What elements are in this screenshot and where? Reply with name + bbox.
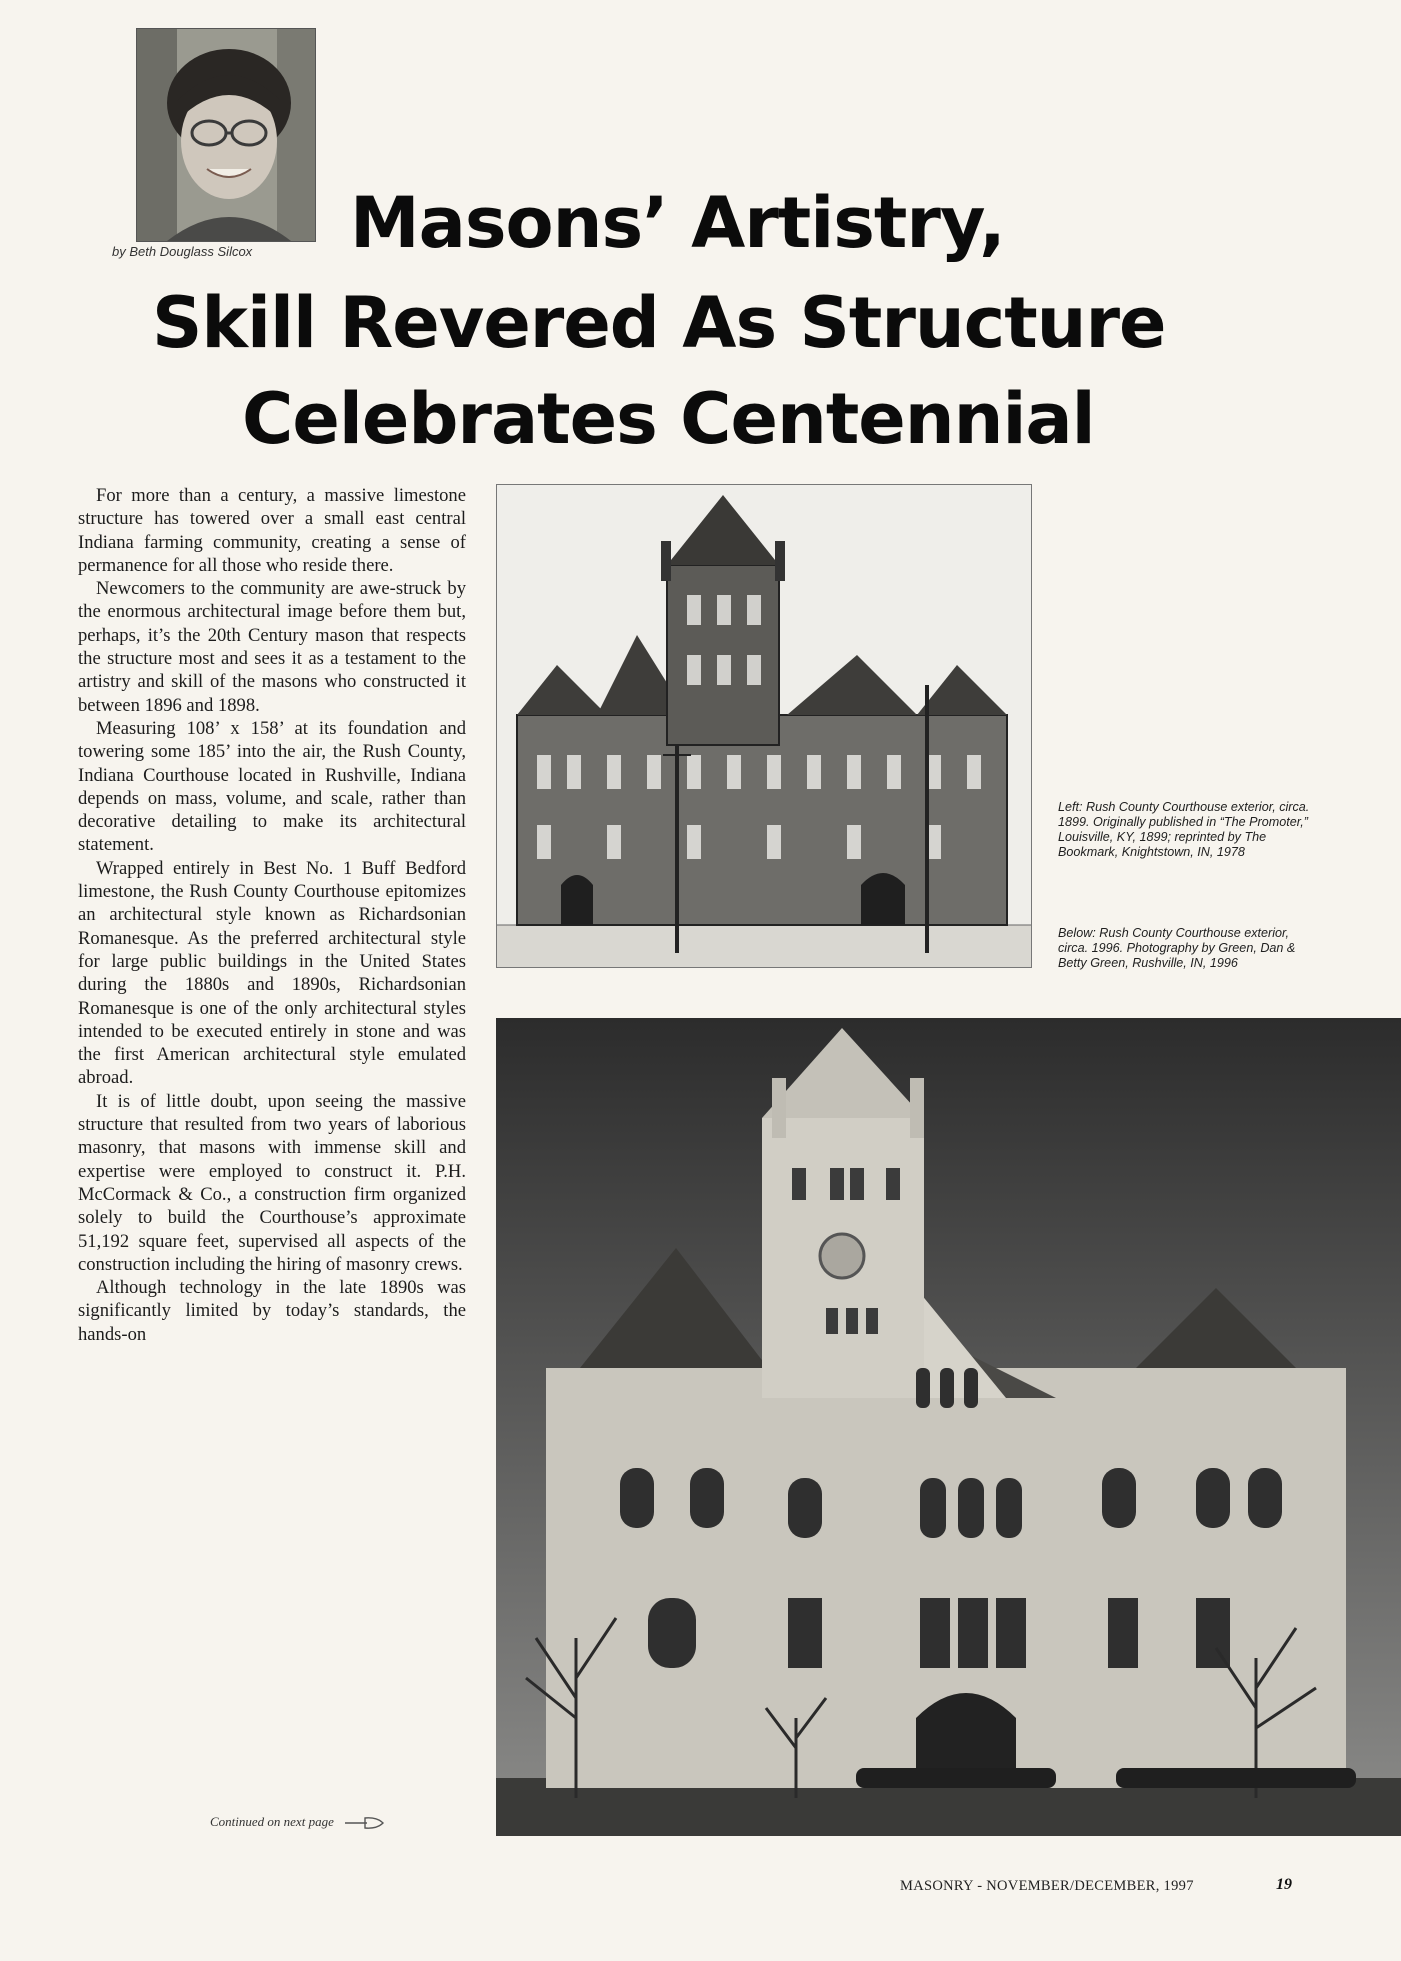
paragraph: It is of little doubt, upon seeing the massive structure that resulted from two years of laborious masonry, that masons with immense skill and expertise were employed to construct it. P.H. McCormack & Co., a construction firm organized solely to build the Courthouse’s approximate 51,192 square feet, supervised all aspects of the construction including the hiring of masonry crews. bbox=[78, 1090, 466, 1275]
headline-line-3: Celebrates Centennial bbox=[242, 378, 1095, 460]
caption-below: Below: Rush County Courthouse exterior, circa. 1996. Photography by Green, Dan & Betty Green, Rushville, IN, 1996 bbox=[1058, 926, 1296, 970]
paragraph: Measuring 108’ x 158’ at its foundation and towering some 185’ into the air, the Rush County, Indiana Courthouse located in Rushville, Indiana depends on mass, volume, and scale, rather than decorative detailing to make its architectural statement. bbox=[78, 717, 466, 856]
paragraph: Wrapped entirely in Best No. 1 Buff Bedford limestone, the Rush County Courthouse epitomizes an architectural style known as Richardsonian Romanesque. As the preferred architectural style for large public buildings in the United States during the 1880s and 1890s, Richardsonian Romanesque is one of the only architectural styles intended to be executed entirely in stone and was the first American architectural style emulated abroad. bbox=[78, 857, 466, 1089]
headline-line-2: Skill Revered As Structure bbox=[152, 282, 1166, 364]
continued-note bbox=[210, 1814, 387, 1831]
headline-line-1: Masons’ Artistry, bbox=[350, 182, 1005, 264]
author-photo bbox=[136, 28, 316, 242]
paragraph: Although technology in the late 1890s was significantly limited by today’s standards, the hands-on bbox=[78, 1277, 466, 1345]
caption-left: Left: Rush County Courthouse exterior, circa. 1899. Originally published in “The Promoter,” Louisville, KY, 1899; reprinted by The Bookmark, Knightstown, IN, 1978 bbox=[1058, 800, 1310, 859]
paragraph: For more than a century, a massive limestone structure has towered over a small east central Indiana farming community, creating a sense of permanence for all those who reside there. bbox=[78, 485, 466, 576]
article-body bbox=[78, 484, 466, 1346]
byline: by Beth Douglass Silcox bbox=[112, 244, 253, 259]
courthouse-photo-1899 bbox=[496, 484, 1032, 968]
arrow-hand-icon bbox=[343, 1815, 387, 1831]
footer-publication: MASONRY - NOVEMBER/DECEMBER, 1997 bbox=[900, 1878, 1194, 1894]
continued-label: Continued on next page bbox=[210, 1814, 334, 1829]
courthouse-photo-1996 bbox=[496, 1018, 1401, 1836]
page-number: 19 bbox=[1276, 1876, 1292, 1893]
paragraph: Newcomers to the community are awe-struck by the enormous architectural image before them but, perhaps, it’s the 20th Century mason that respects the structure most and sees it as a testament to the artistry and skill of the masons who constructed it between 1896 and 1898. bbox=[78, 578, 466, 716]
